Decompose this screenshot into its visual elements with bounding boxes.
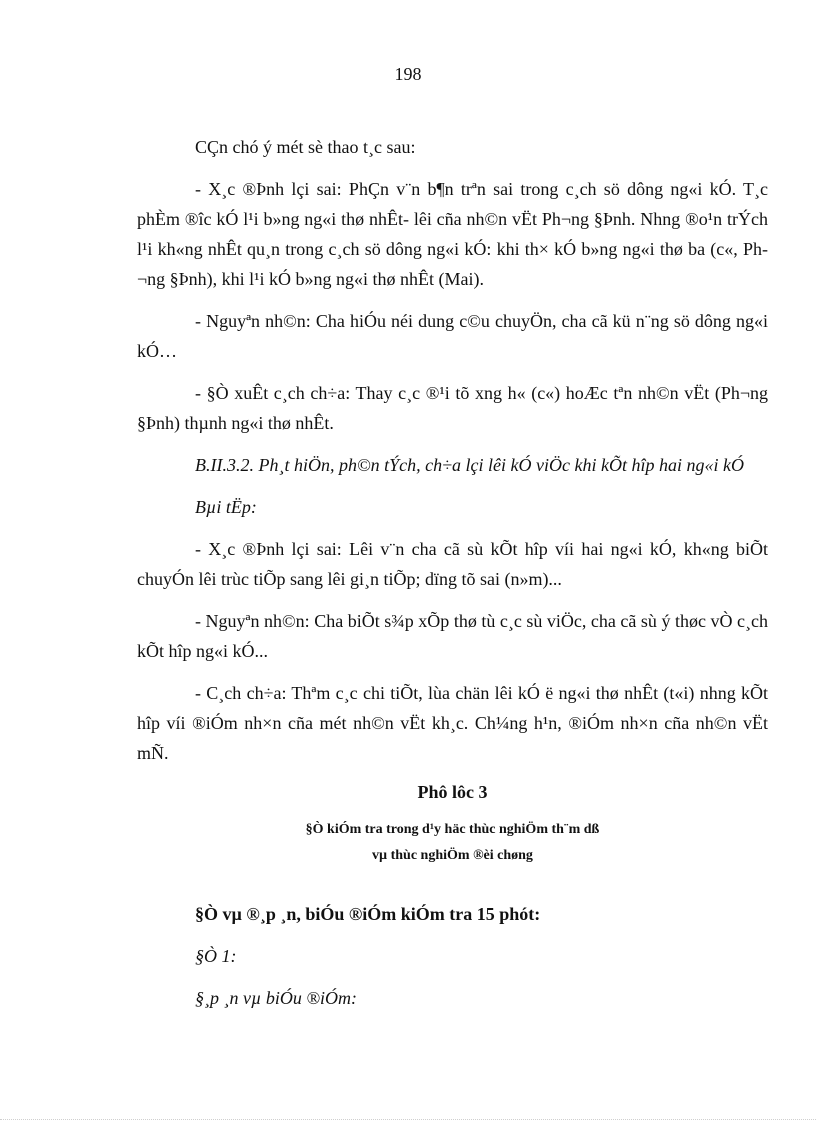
paragraph-cause: - Nguyªn nh©n: Cha hiÓu néi dung c©u chuyÖn, cha cã kü n¨ng sö dông ng«i kÓ… (137, 311, 768, 361)
page-bottom-divider (0, 1119, 816, 1120)
paragraph-error-identification-2: - X¸c ®Þnh lçi sai: Lêi v¨n cha cã sù kÕt hîp víi hai ng«i kÓ, kh«ng biÕt chuyÓn lêi trùc tiÕp sang lêi gi¸n tiÕp; dïng tõ sai (n»m)... (137, 539, 768, 589)
exam-sub2: §¸p ¸n vµ biÓu ®iÓm: (195, 988, 358, 1008)
appendix-subtitle-line2: vµ thùc nghiÖm ®èi chøng (372, 848, 533, 863)
section-heading-b232: B.II.3.2. Ph¸t hiÖn, ph©n tÝch, ch÷a lçi lêi kÓ viÖc khi kÕt hîp hai ng«i kÓ (195, 455, 744, 475)
exam-sub1: §Ò 1: (195, 946, 237, 966)
paragraph-intro: CÇn chó ý mét sè thao t¸c sau: (195, 137, 416, 157)
paragraph-cause-2: - Nguyªn nh©n: Cha biÕt s¾p xÕp thø tù c¸c sù viÖc, cha cã sù ý thøc vÒ c¸ch kÕt hîp ng«i kÓ... (137, 611, 768, 661)
exercise-label: Bµi tËp: (195, 497, 257, 517)
paragraph-fix: - §Ò xuÊt c¸ch ch÷a: Thay c¸c ®¹i tõ xng h« (c«) hoÆc tªn nh©n vËt (Ph¬ng §Þnh) thµnh ng«i thø nhÊt. (137, 383, 768, 433)
exam-heading: §Ò vµ ®¸p ¸n, biÓu ®iÓm kiÓm tra 15 phót: (195, 904, 541, 924)
page-content (137, 132, 768, 1025)
appendix-subtitle-line1: §Ò kiÓm tra trong d¹y häc thùc nghiÖm th¨m dß (305, 822, 600, 837)
appendix-title: Phô lôc 3 (417, 782, 488, 802)
page-number: 198 (394, 64, 422, 84)
paragraph-error-identification: - X¸c ®Þnh lçi sai: PhÇn v¨n b¶n trªn sai trong c¸ch sö dông ng«i kÓ. T¸c phÈm ®îc kÓ l¹i b»ng ng«i thø nhÊt- lêi cña nh©n vËt Ph¬ng §Þnh. Nhng ®o¹n trÝch l¹i kh«ng nhÊt qu¸n trong c¸ch sö dông ng«i kÓ: khi th× kÓ b»ng ng«i thø ba (c«, Ph¬ng §Þnh), khi l¹i kÓ b»ng ng«i thø nhÊt (Mai). (137, 179, 768, 289)
paragraph-fix-2: - C¸ch ch÷a: Thªm c¸c chi tiÕt, lùa chän lêi kÓ ë ng«i thø nhÊt (t«i) nhng kÕt hîp víi ®iÓm nh×n cña mét nh©n vËt kh¸c. Ch¼ng h¹n, ®iÓm nh×n cña nh©n vËt mÑ. (137, 683, 768, 763)
